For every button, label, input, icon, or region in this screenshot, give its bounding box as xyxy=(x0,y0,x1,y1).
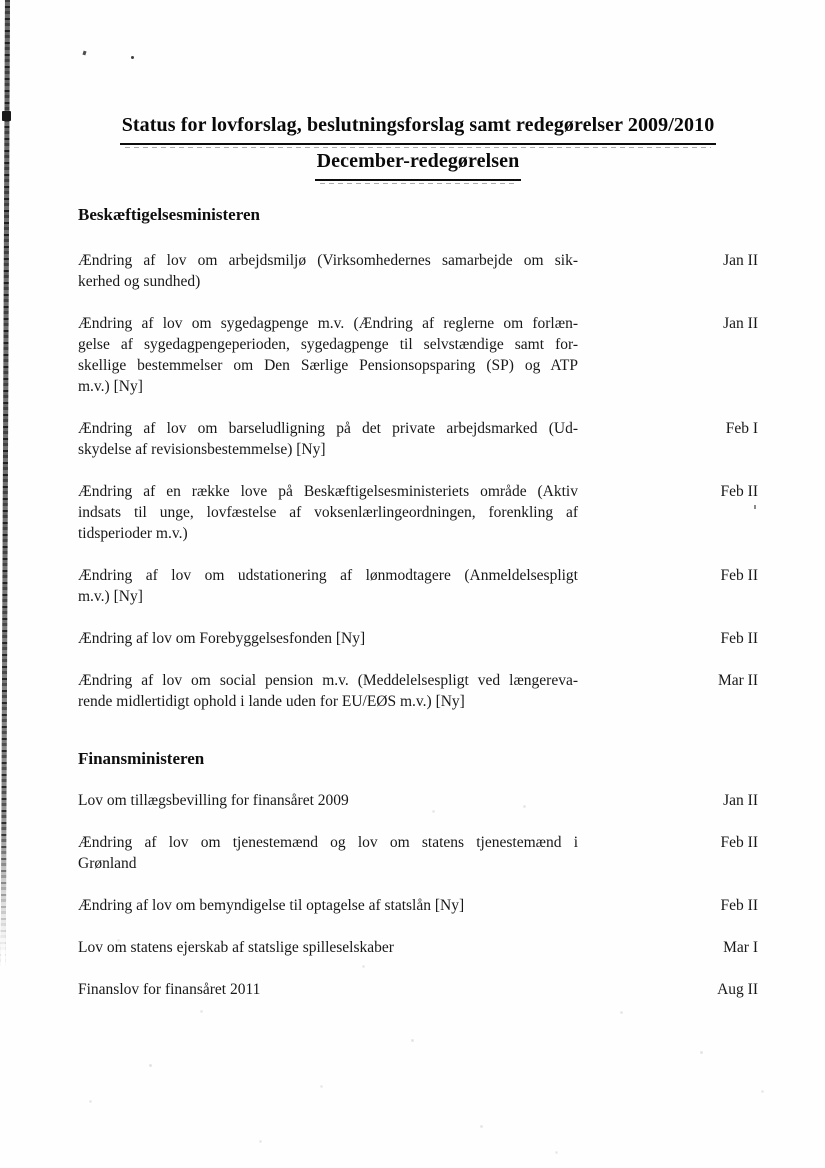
entry-text xyxy=(78,937,578,958)
document-title xyxy=(78,109,758,181)
entry-row xyxy=(78,565,758,607)
entry-text xyxy=(78,628,578,649)
entry-text-line: indsats til unge, lovfæstelse af voksenlærlingeordningen, forenkling af xyxy=(78,504,578,521)
entry-date: Feb I xyxy=(725,420,758,437)
scan-noise-dots xyxy=(0,0,1,1)
entry-row xyxy=(78,313,758,397)
entry-date: Feb II xyxy=(720,567,758,584)
section-heading: Finansministeren xyxy=(78,749,205,768)
entry-text-line: Lov om statens ejerskab af statslige spilleselskaber xyxy=(78,939,394,956)
entry-date: Jan II xyxy=(723,315,758,332)
entry-text xyxy=(78,790,578,811)
entry-text xyxy=(78,418,578,460)
entry-list xyxy=(78,790,758,1000)
entry-text xyxy=(78,979,578,1000)
entry-row xyxy=(78,418,758,460)
entry-text-line: m.v.) [Ny] xyxy=(78,378,143,395)
entry-text-line: Ændring af en række love på Beskæftigelsesministeriets område (Aktiv xyxy=(78,483,578,500)
scan-artifact-blob xyxy=(2,111,11,121)
entry-row xyxy=(78,670,758,712)
scan-artifact-left-streak xyxy=(1,0,10,966)
entry-date: Feb II xyxy=(720,630,758,647)
title-line-2-wrap xyxy=(78,145,758,181)
entry-row xyxy=(78,937,758,958)
entry-date: Jan II xyxy=(723,792,758,809)
entry-text-line: Ændring af lov om barseludligning på det private arbejdsmarked (Ud- xyxy=(78,420,578,437)
entry-date: Aug II xyxy=(717,981,758,998)
entry-row xyxy=(78,628,758,649)
entry-row xyxy=(78,895,758,916)
entry-text xyxy=(78,832,578,874)
entry-text-line: Lov om tillægsbevilling for finansåret 2009 xyxy=(78,792,349,809)
entry-text-line: Ændring af lov om bemyndigelse til optagelse af statslån [Ny] xyxy=(78,897,465,914)
entry-text xyxy=(78,670,578,712)
entry-date: Feb II xyxy=(720,897,758,914)
entry-row xyxy=(78,790,758,811)
entry-row xyxy=(78,832,758,874)
entry-text-line: tidsperioder m.v.) xyxy=(78,525,188,542)
entry-text xyxy=(78,481,578,544)
entry-text-line: skellige bestemmelser om Den Særlige Pensionsopsparing (SP) og ATP xyxy=(78,357,578,374)
entry-date: Feb II xyxy=(720,483,758,500)
entry-text-line: Grønland xyxy=(78,855,137,872)
entry-text-line: gelse af sygedagpengeperioden, sygedagpenge til selvstændige samt for- xyxy=(78,336,578,353)
entry-text-line: Ændring af lov om arbejdsmiljø (Virksomhedernes samarbejde om sik- xyxy=(78,252,578,269)
scan-speck xyxy=(131,56,134,59)
entry-text-line: Ændring af lov om sygedagpenge m.v. (Ændring af reglerne om forlæn- xyxy=(78,315,578,332)
entry-text xyxy=(78,565,578,607)
entry-text xyxy=(78,895,578,916)
entry-text-line: Ændring af lov om udstationering af lønmodtagere (Anmeldelsespligt xyxy=(78,567,578,584)
entry-date: Mar I xyxy=(723,939,758,956)
title-line-1-wrap xyxy=(78,109,758,145)
section-finansministeren xyxy=(78,748,758,1000)
section-heading: Beskæftigelsesministeren xyxy=(78,205,260,224)
entry-text-line: Ændring af lov om social pension m.v. (Meddelelsespligt ved længereva- xyxy=(78,672,578,689)
title-line-2: December-redegørelsen xyxy=(315,145,522,181)
entry-text-line: Ændring af lov om Forebyggelsesfonden [Ny] xyxy=(78,630,366,647)
entry-text-line: Finanslov for finansåret 2011 xyxy=(78,981,261,998)
entry-text-line: m.v.) [Ny] xyxy=(78,588,143,605)
entry-text-line: rende midlertidigt ophold i lande uden for EU/EØS m.v.) [Ny] xyxy=(78,693,465,710)
entry-date: Mar II xyxy=(717,672,758,689)
entry-row xyxy=(78,481,758,544)
entry-row xyxy=(78,979,758,1000)
entry-row xyxy=(78,250,758,292)
entry-date: Feb II xyxy=(720,834,758,851)
entry-list xyxy=(78,250,758,712)
entry-text-line: skydelse af revisionsbestemmelse) [Ny] xyxy=(78,441,326,458)
entry-text-line: kerhed og sundhed) xyxy=(78,273,201,290)
entry-text xyxy=(78,250,578,292)
scan-speck xyxy=(82,51,86,56)
title-line-1: Status for lovforslag, beslutningsforslag samt redegørelser 2009/2010 xyxy=(120,109,717,145)
entry-date: Jan II xyxy=(723,252,758,269)
section-beskaeftigelsesministeren xyxy=(78,204,758,712)
entry-text-line: Ændring af lov om tjenestemænd og lov om statens tjenestemænd i xyxy=(78,834,578,851)
entry-text xyxy=(78,313,578,397)
